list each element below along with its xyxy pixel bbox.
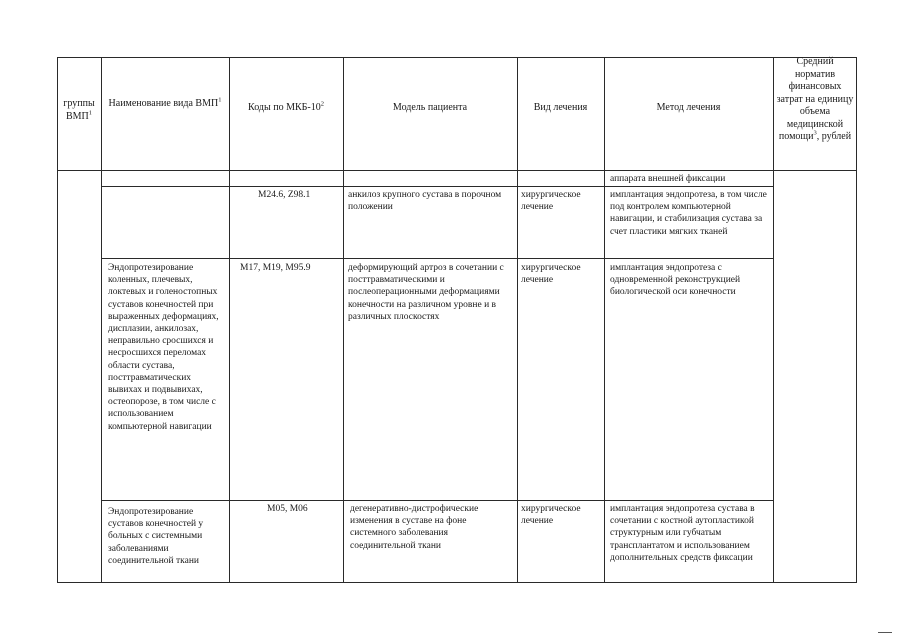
column-divider <box>773 57 774 583</box>
header-treatment-method: Метод лечения <box>656 102 721 113</box>
header-patient-model: Модель пациента <box>392 102 468 113</box>
header-bottom-border <box>57 170 857 171</box>
column-divider <box>517 57 518 583</box>
table-cell-treatment: хирургическое лечение <box>521 263 581 286</box>
column-divider <box>229 57 230 583</box>
table-top-border <box>57 57 857 58</box>
table-cell-method: имплантация эндопротеза сустава в сочетании с костной аутопластикой структурным или губчатым трансплантатом и использованием дополнительных средств фиксации <box>610 504 755 563</box>
table-cell-codes: M24.6, Z98.1 <box>258 190 311 200</box>
table-cell-codes: M17, M19, M95.9 <box>240 263 311 273</box>
header-treatment-type: Вид лечения <box>533 102 588 113</box>
table-bottom-border <box>57 582 857 583</box>
scan-mark <box>878 632 892 633</box>
table-cell-model: анкилоз крупного сустава в порочном положении <box>348 190 502 213</box>
row-divider <box>101 500 773 501</box>
table-cell-vmp-name: Эндопротезирование коленных, плечевых, локтевых и голеностопных суставов конечностей при выраженных деформациях, дисплазии, анкилозах, неправильно сросшихся и несросшихся переломах области сустава, посттравматических вывихах и подвывихах, остеопорозе, в том числе с использованием компьютерной навигации <box>108 263 219 432</box>
table-left-border <box>57 57 58 583</box>
table-right-border <box>856 57 857 583</box>
table-cell-vmp-name: Эндопротезирование суставов конечностей у больных с системными заболеваниями соединительной ткани <box>108 507 204 566</box>
header-vmp-name: Наименование вида ВМП$^1$ <box>108 96 222 109</box>
column-divider <box>101 57 102 583</box>
header-cost-standard: Средний норматив финансовых затрат на единицу объема медицинской помощи$^3$, рублей <box>776 56 854 142</box>
table-cell-treatment: хирургическое лечение <box>521 190 581 213</box>
table-cell-codes: M05, M06 <box>267 504 308 514</box>
table-cell-method: имплантация эндопротеза с одновременной реконструкцией биологической оси конечности <box>610 263 741 298</box>
column-divider <box>604 57 605 583</box>
column-divider <box>343 57 344 583</box>
table-cell-method: имплантация эндопротеза, в том числе под контролем компьютерной навигации, и стабилизация сустава за счет пластики мягких тканей <box>610 190 767 237</box>
table-cell-method: аппарата внешней фиксации <box>610 174 726 184</box>
table-cell-model: дегенеративно-дистрофические изменения в суставе на фоне системного заболевания соединительной ткани <box>350 504 479 551</box>
header-vmp-group: группы ВМП$^1$ <box>63 98 95 122</box>
row-divider <box>101 258 773 259</box>
header-icd-codes: Коды по МКБ-$10^2$ <box>248 100 324 113</box>
row-divider <box>101 186 773 187</box>
table-cell-model: деформирующий артроз в сочетании с посттравматическими и послеоперационными деформациями конечности на различном уровне и в различных плоскостях <box>348 263 504 322</box>
table-cell-treatment: хирургическое лечение <box>521 504 581 527</box>
